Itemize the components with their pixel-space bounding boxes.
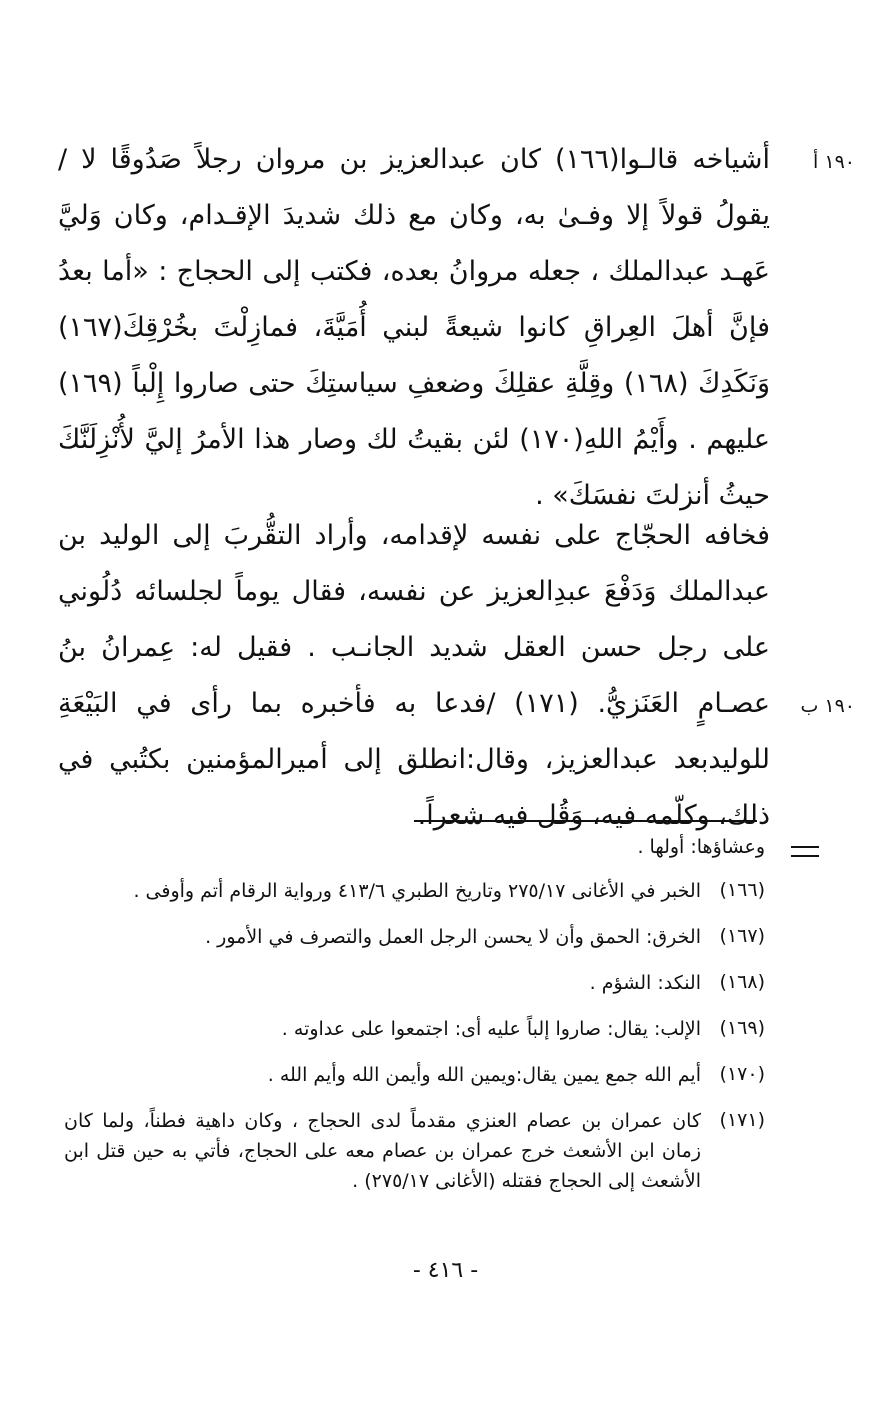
footnote-text: الخبر في الأغانى ٢٧٥/١٧ وتاريخ الطبري ٤١٣/٦ ورواية الرقام أتم وأوفى . xyxy=(133,880,701,902)
footnote-item xyxy=(64,968,765,998)
footnote-separator xyxy=(414,820,757,822)
footnote-text: كان عمران بن عصام العنزي مقدماً لدى الحجاج ، وكان داهية فطناً، ولما كان زمان ابن الأشعث خرج عمران بن عصام معه على الحجاج، فأتي به حين قتل ابن الأشعث إلى الحجاج فقتله (الأغانى ٢٧٥/١٧) . xyxy=(64,1110,701,1192)
footnotes-section xyxy=(64,834,765,1212)
page-number: - ٤١٦ - xyxy=(412,1258,479,1283)
main-paragraph: أشياخه قالـوا(١٦٦) كان عبدالعزيز بن مروان رجلاً صَدُوقًا لا / يقولُ قولاً إلا وفـىٰ به، وكان مع ذلك شديدَ الإقـدام، وكان وَليَّ عَهـد عبدالملك ، جعله مروانُ بعده، فكتب إلى الحجاج : «أما بعدُ فإنَّ أهلَ العِراقِ كانوا شيعةً لبني أُمَيَّةَ، فمازِلْتَ بخُرْقِكَ(١٦٧) وَنَكَدِكَ (١٦٨) وقِلَّةِ عقلِكَ وضعفِ سياستِكَ حتى صاروا إِلْباً (١٦٩) عليهم . وأَيْمُ اللهِ(١٧٠) لئن بقيتُ لك وصار هذا الأمرُ إليَّ لأُنْزِلَنَّكَ حيثُ أنزلتَ نفسَكَ» . xyxy=(58,144,770,511)
footnote-text: النكد: الشؤم . xyxy=(589,972,701,994)
footnote-item xyxy=(64,922,765,952)
footnote-continuation: وعشاؤها: أولها . xyxy=(637,836,765,858)
footnote-number: (١٧١) xyxy=(719,1109,765,1131)
footnote-item xyxy=(64,876,765,906)
footnote-number: (١٦٦) xyxy=(719,879,765,901)
footnote-number: (١٦٧) xyxy=(719,925,765,947)
margin-folio-note: ١٩٠ أ xyxy=(813,151,855,173)
margin-folio-note: ١٩٠ ب xyxy=(800,695,855,717)
footnote-item xyxy=(64,1106,765,1196)
footnote-number: (١٧٠) xyxy=(719,1063,765,1085)
footnote-text: أيم الله جمع يمين يقال:ويمين الله وأيمن الله وأيم الله . xyxy=(267,1064,701,1086)
footnote-text: الخرق: الحمق وأن لا يحسن الرجل العمل والتصرف في الأمور . xyxy=(205,926,701,948)
footnote-text: الإلب: يقال: صاروا إلباً عليه أى: اجتمعوا على عداوته . xyxy=(281,1018,701,1040)
continuation-mark xyxy=(791,846,819,857)
footnote-number: (١٦٩) xyxy=(719,1017,765,1039)
footnote-number: (١٦٨) xyxy=(719,971,765,993)
footnote-item xyxy=(64,1014,765,1044)
main-paragraph: فخافه الحجّاج على نفسه لإقدامه، وأراد التقُّربَ إلى الوليد بن عبدالملك وَدَفْعَ عبدِالعزيز عن نفسه، فقال يوماً لجلسائه دُلُوني على رجل حسن العقل شديد الجانـب . فقيل له: عِمرانُ بنُ عصـامٍ العَنَزيُّ. (١٧١) /فدعا به فأخبره بما رأى في البَيْعَةِ للوليدبعد عبدالعزيز، وقال:انطلق إلى أميرالمؤمنين بكتُبي في ذلك، وكلّمه فيه، وَقُل فيه شعراً. xyxy=(58,520,771,831)
footnote-item xyxy=(64,1060,765,1090)
